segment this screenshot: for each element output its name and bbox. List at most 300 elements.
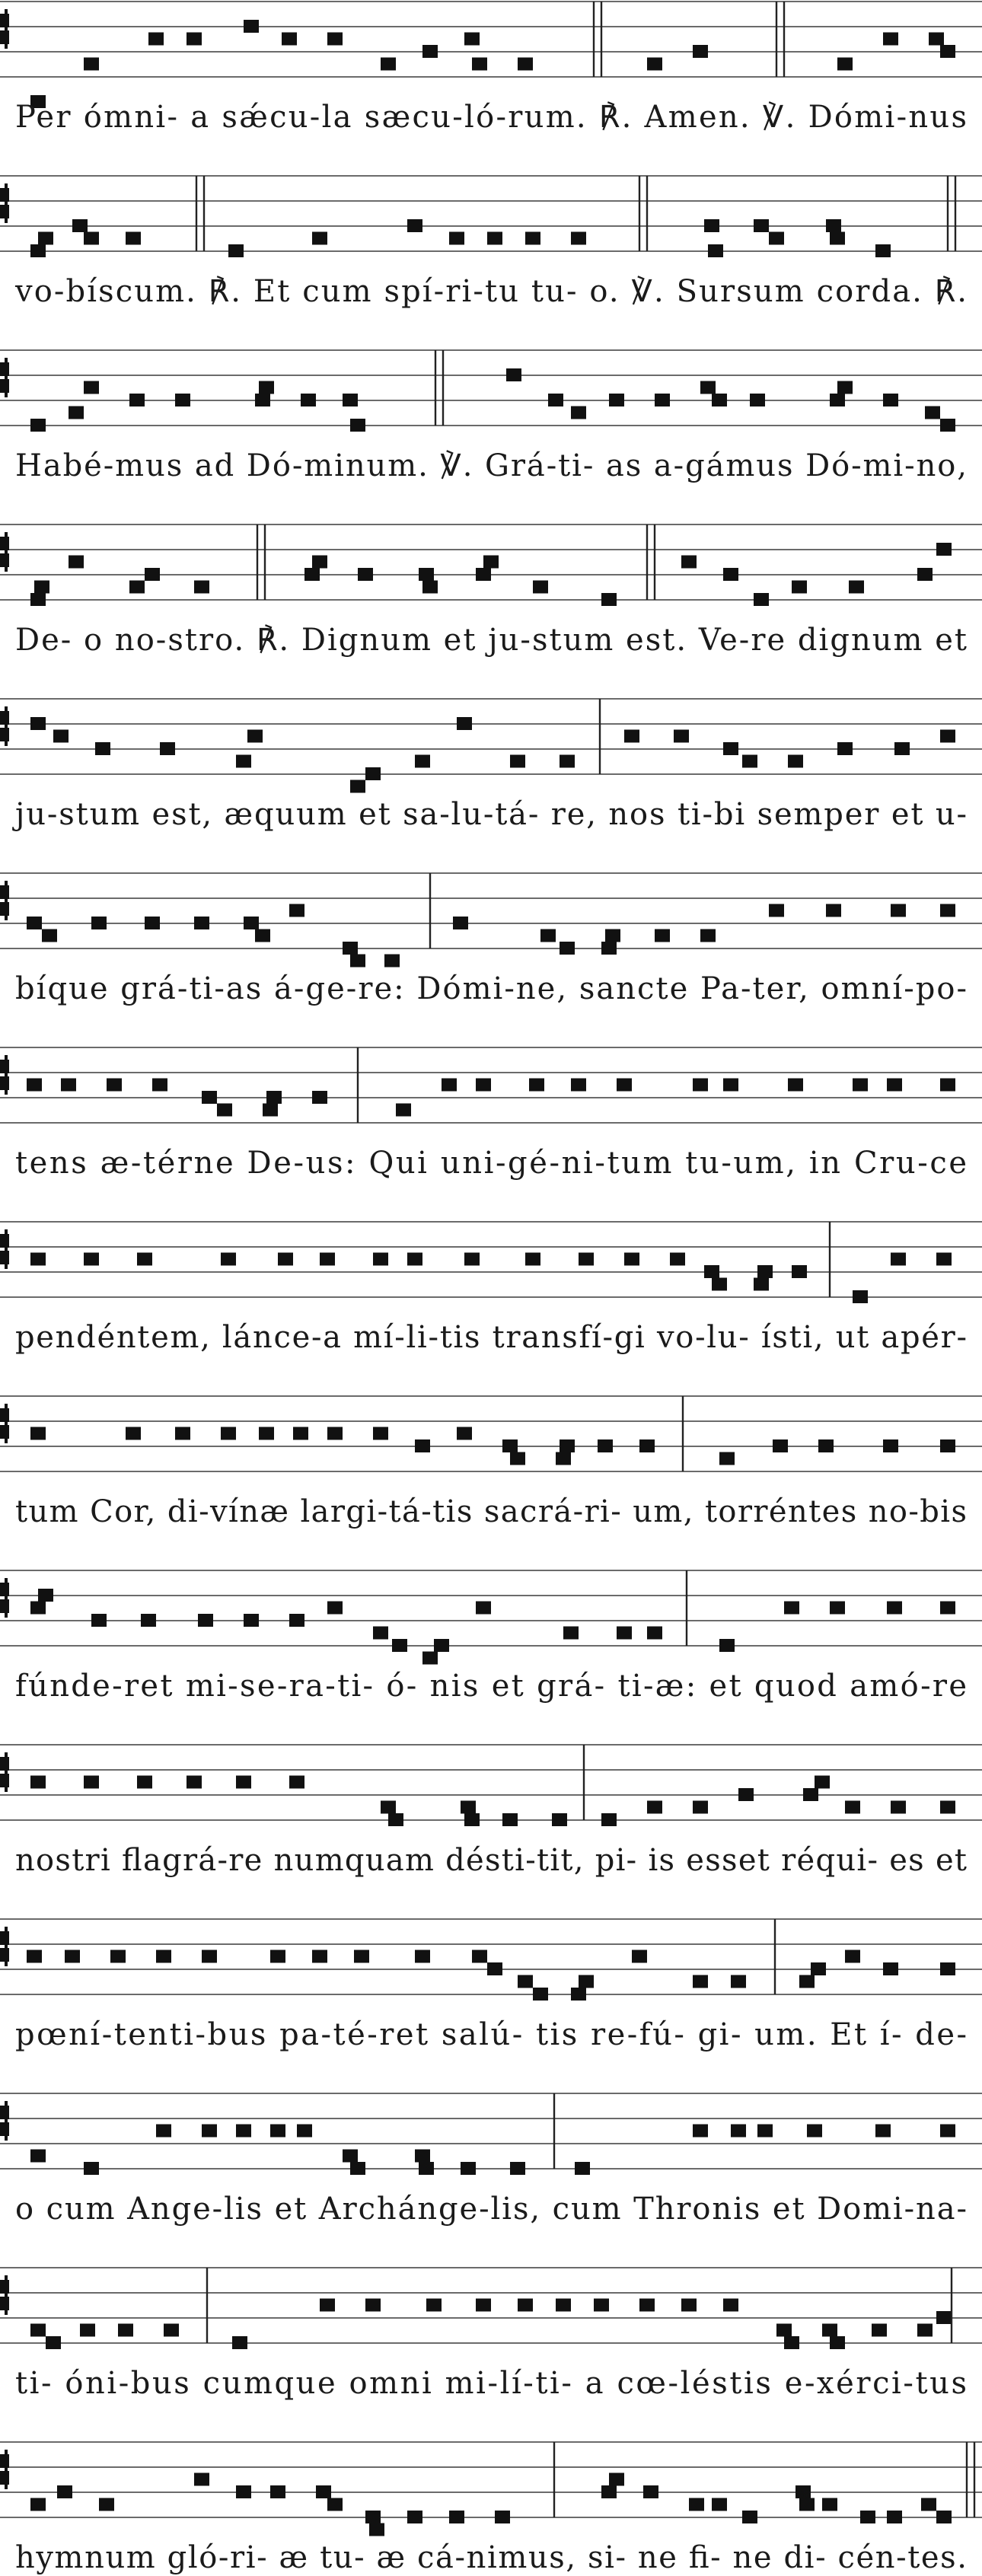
neume-note: [510, 755, 525, 768]
neume-note: [700, 929, 716, 942]
neume-note: [381, 58, 396, 71]
neume-note: [502, 1439, 518, 1452]
neume-note: [723, 742, 738, 755]
neume-note: [426, 2299, 442, 2312]
neume-note: [936, 1253, 952, 1266]
neume-note: [502, 1813, 518, 1826]
neume-note: [594, 2299, 609, 2312]
neume-note: [560, 942, 575, 955]
neume-note: [647, 58, 662, 71]
do-clef-icon: [0, 1229, 8, 1269]
neume-note: [776, 2324, 792, 2337]
neume-note: [350, 419, 365, 432]
neume-note: [255, 394, 270, 406]
do-clef-icon: [0, 1404, 8, 1443]
do-clef-icon: [0, 2275, 8, 2315]
neume-note: [921, 2498, 936, 2511]
neume-note: [925, 406, 940, 419]
neume-note: [704, 219, 719, 232]
neume-note: [415, 1950, 430, 1963]
chant-system: [0, 2093, 982, 2227]
neume-note: [799, 2498, 815, 2511]
do-clef-icon: [0, 2101, 8, 2141]
neume-note: [175, 1427, 190, 1440]
neume-note: [826, 904, 841, 917]
neume-note: [769, 904, 784, 917]
neume-note: [461, 1801, 476, 1814]
neume-note: [164, 2324, 179, 2337]
neume-note: [145, 917, 160, 929]
neume-note: [917, 568, 933, 581]
neume-note: [84, 232, 99, 245]
lyric-line: pendéntem, lánce-a mí-li-tis transfí-gi vo-lu- ísti, ut apér-: [15, 1320, 967, 1355]
neume-note: [784, 2336, 799, 2349]
neume-note: [434, 1639, 449, 1652]
neume-note: [137, 1253, 152, 1266]
neume-note: [126, 1427, 141, 1440]
neume-note: [137, 1776, 152, 1789]
neume-note: [617, 1627, 632, 1640]
neume-note: [495, 2511, 510, 2523]
neume-note: [301, 394, 316, 406]
neume-note: [270, 2125, 285, 2138]
lyric-line: tens æ-térne De-us: Qui uni-gé-ni-tum tu-um, in Cru-ce: [15, 1146, 968, 1181]
neume-note: [655, 394, 670, 406]
neume-note: [84, 1776, 99, 1789]
neume-note: [72, 219, 88, 232]
neume-note: [883, 1439, 898, 1452]
neume-note: [84, 2162, 99, 2175]
neume-note: [419, 2162, 434, 2175]
neume-note: [510, 2162, 525, 2175]
lyric-line: bíque grá-ti-as á-ge-re: Dómi-ne, sancte Pa-ter, omní-po-: [15, 971, 967, 1006]
neume-note: [883, 1962, 898, 1975]
neume-note: [712, 1278, 727, 1291]
neume-note: [141, 1614, 156, 1627]
neume-note: [392, 1639, 407, 1652]
neume-note: [571, 1988, 586, 2001]
neume-note: [579, 1975, 594, 1988]
neume-note: [464, 1253, 480, 1266]
neume-note: [327, 1427, 343, 1440]
neume-note: [757, 1265, 773, 1278]
neume-note: [853, 1079, 868, 1092]
neume-note: [830, 2336, 845, 2349]
chant-system: [0, 1222, 982, 1355]
neume-note: [30, 1776, 46, 1789]
neume-note: [110, 1950, 126, 1963]
neume-note: [175, 394, 190, 406]
neume-note: [160, 742, 175, 755]
neume-note: [365, 767, 381, 780]
neume-note: [236, 755, 251, 768]
neume-note: [415, 1439, 430, 1452]
neume-note: [449, 232, 464, 245]
neume-note: [894, 742, 910, 755]
neume-note: [773, 1439, 788, 1452]
neume-note: [811, 1962, 826, 1975]
neume-note: [883, 33, 898, 46]
neume-note: [457, 1427, 472, 1440]
neume-note: [236, 2485, 251, 2498]
neume-note: [723, 568, 738, 581]
neume-note: [442, 1079, 457, 1092]
neume-note: [457, 717, 472, 730]
neume-note: [69, 556, 84, 569]
neume-note: [617, 1079, 632, 1092]
neume-note: [556, 1452, 571, 1465]
neume-note: [145, 568, 160, 581]
neume-note: [822, 2498, 837, 2511]
neume-note: [369, 2523, 384, 2536]
neume-note: [560, 755, 575, 768]
neume-note: [217, 1104, 232, 1117]
neume-note: [712, 394, 727, 406]
lyric-line: De- o no-stro. ℟. Dignum et ju-stum est. Ve-re dignum et: [15, 623, 967, 658]
neume-note: [738, 1788, 754, 1801]
neume-note: [601, 2485, 617, 2498]
neume-note: [156, 1950, 171, 1963]
neume-note: [464, 1813, 480, 1826]
neume-note: [30, 1427, 46, 1440]
neume-note: [57, 2485, 72, 2498]
neume-note: [643, 2485, 658, 2498]
neume-note: [30, 593, 46, 606]
neume-note: [152, 1079, 167, 1092]
chant-system: [0, 350, 982, 483]
neume-note: [639, 1439, 655, 1452]
neume-note: [624, 1253, 639, 1266]
neume-note: [940, 904, 955, 917]
neume-note: [266, 1091, 282, 1104]
neume-note: [601, 942, 617, 955]
neume-note: [263, 1104, 278, 1117]
neume-note: [270, 2485, 285, 2498]
neume-note: [571, 1079, 586, 1092]
neume-note: [38, 232, 53, 245]
neume-note: [556, 2299, 571, 2312]
neume-note: [289, 1614, 304, 1627]
neume-note: [316, 2485, 331, 2498]
neume-note: [754, 593, 769, 606]
neume-note: [525, 232, 540, 245]
neume-note: [327, 33, 343, 46]
neume-note: [887, 1602, 902, 1615]
neume-note: [940, 1439, 955, 1452]
neume-note: [788, 1079, 803, 1092]
neume-note: [476, 1602, 491, 1615]
neume-note: [422, 1652, 438, 1665]
neume-note: [887, 1079, 902, 1092]
neume-note: [384, 955, 400, 968]
neume-note: [803, 1788, 818, 1801]
neume-note: [818, 1439, 834, 1452]
neume-note: [875, 2125, 891, 2138]
neume-note: [742, 2511, 757, 2523]
chant-system: [0, 2268, 982, 2401]
do-clef-icon: [0, 2450, 8, 2489]
neume-note: [244, 1614, 259, 1627]
neume-note: [940, 45, 955, 58]
neume-note: [419, 568, 434, 581]
chant-system: [0, 2, 982, 135]
neume-note: [297, 2125, 312, 2138]
neume-note: [320, 1253, 335, 1266]
do-clef-icon: [0, 532, 8, 572]
neume-note: [327, 2498, 343, 2511]
neume-note: [247, 730, 263, 743]
neume-note: [476, 568, 491, 581]
neume-note: [107, 1079, 122, 1092]
neume-note: [875, 244, 891, 257]
neume-note: [228, 244, 244, 257]
neume-note: [461, 2162, 476, 2175]
neume-note: [312, 1091, 327, 1104]
neume-note: [860, 2511, 875, 2523]
neume-note: [99, 2498, 114, 2511]
neume-note: [940, 1602, 955, 1615]
neume-note: [282, 33, 297, 46]
neume-note: [30, 2324, 46, 2337]
neume-note: [148, 33, 164, 46]
neume-note: [30, 1602, 46, 1615]
chant-system: [0, 1047, 982, 1181]
neume-note: [388, 1813, 403, 1826]
neume-note: [830, 394, 845, 406]
neume-note: [795, 2485, 811, 2498]
neume-note: [845, 1801, 860, 1814]
chant-system: [0, 699, 982, 832]
neume-note: [891, 1801, 906, 1814]
neume-note: [940, 1801, 955, 1814]
lyric-line: Habé-mus ad Dó-minum. ℣. Grá-ti- as a-gámus Dó-mi-no,: [15, 448, 967, 483]
chant-system: [0, 2442, 982, 2575]
neume-note: [571, 232, 586, 245]
neume-note: [750, 394, 765, 406]
do-clef-icon: [0, 9, 8, 49]
neume-note: [601, 1813, 617, 1826]
neume-note: [826, 219, 841, 232]
neume-note: [373, 1427, 388, 1440]
neume-note: [506, 368, 521, 381]
neume-note: [34, 581, 49, 594]
neume-note: [693, 1079, 708, 1092]
neume-note: [575, 2162, 590, 2175]
neume-note: [845, 1950, 860, 1963]
neume-note: [84, 1253, 99, 1266]
neume-note: [304, 568, 320, 581]
neume-note: [194, 581, 209, 594]
neume-note: [30, 1253, 46, 1266]
neume-note: [84, 58, 99, 71]
lyric-line: o cum Ange-lis et Archánge-lis, cum Thronis et Domi-na-: [15, 2192, 967, 2227]
neume-note: [343, 394, 358, 406]
neume-note: [129, 394, 145, 406]
neume-note: [936, 2311, 952, 2324]
do-clef-icon: [0, 358, 8, 397]
neume-note: [936, 2511, 952, 2523]
neume-note: [487, 232, 502, 245]
neume-note: [769, 232, 784, 245]
neume-note: [940, 730, 955, 743]
neume-note: [236, 1776, 251, 1789]
neume-note: [350, 2162, 365, 2175]
neume-note: [849, 581, 864, 594]
neume-note: [563, 1627, 579, 1640]
neume-note: [510, 1452, 525, 1465]
neume-note: [799, 1975, 815, 1988]
neume-note: [647, 1801, 662, 1814]
neume-note: [156, 2125, 171, 2138]
neume-note: [681, 556, 697, 569]
neume-note: [30, 2498, 46, 2511]
neume-note: [887, 2511, 902, 2523]
neume-note: [30, 244, 46, 257]
chant-system: [0, 1745, 982, 1878]
neume-note: [422, 581, 438, 594]
neume-note: [255, 929, 270, 942]
neume-note: [518, 58, 533, 71]
do-clef-icon: [0, 1578, 8, 1618]
neume-note: [236, 2125, 251, 2138]
neume-note: [552, 1813, 567, 1826]
lyric-line: ti- óni-bus cumque omni mi-lí-ti- a cœ-léstis e-xérci-tus: [15, 2366, 967, 2401]
neume-note: [118, 2324, 133, 2337]
neume-note: [289, 1776, 304, 1789]
neume-note: [815, 1776, 830, 1789]
chant-system: [0, 1570, 982, 1704]
neume-note: [365, 2299, 381, 2312]
neume-note: [312, 556, 327, 569]
neume-note: [883, 394, 898, 406]
neume-note: [723, 1079, 738, 1092]
neume-note: [693, 45, 708, 58]
do-clef-icon: [0, 1752, 8, 1792]
neume-note: [712, 2498, 727, 2511]
neume-note: [940, 2125, 955, 2138]
neume-note: [343, 942, 358, 955]
lyric-line: ju-stum est, æquum et sa-lu-tá- re, nos ti-bi semper et u-: [15, 797, 967, 832]
neume-note: [65, 1950, 80, 1963]
lyric-line: vo-bíscum. ℟. Et cum spí-ri-tu tu- o. ℣. Sursum corda. ℟.: [15, 274, 967, 309]
neume-note: [719, 1639, 735, 1652]
neume-note: [891, 1253, 906, 1266]
neume-note: [533, 581, 548, 594]
neume-note: [483, 556, 499, 569]
neume-note: [30, 717, 46, 730]
neume-note: [202, 1950, 217, 1963]
neume-note: [472, 1950, 487, 1963]
neume-note: [194, 2473, 209, 2486]
lyric-line: pœní-tenti-bus pa-té-ret salú- tis re-fú- gi- um. Et í- de-: [15, 2017, 968, 2052]
neume-note: [940, 1079, 955, 1092]
neume-note: [830, 232, 845, 245]
neume-note: [670, 1253, 685, 1266]
neume-note: [453, 917, 468, 929]
lyric-line: hymnum gló-ri- æ tu- æ cá-nimus, si- ne fi- ne di- cén-tes.: [15, 2540, 967, 2575]
neume-note: [674, 730, 689, 743]
neume-note: [198, 1614, 213, 1627]
neume-note: [830, 1602, 845, 1615]
chant-system: [0, 1396, 982, 1529]
neume-note: [232, 2336, 247, 2349]
neume-note: [754, 1278, 769, 1291]
neume-note: [788, 755, 803, 768]
chant-system: [0, 873, 982, 1006]
neume-note: [476, 2299, 491, 2312]
neume-note: [647, 1627, 662, 1640]
neume-note: [373, 1253, 388, 1266]
neume-note: [917, 2324, 933, 2337]
neume-note: [784, 1602, 799, 1615]
neume-note: [853, 1290, 868, 1303]
neume-note: [343, 2150, 358, 2163]
neume-note: [605, 929, 620, 942]
neume-note: [244, 20, 259, 33]
neume-note: [655, 929, 670, 942]
neume-note: [837, 742, 853, 755]
neume-note: [807, 2125, 822, 2138]
neume-note: [609, 2473, 624, 2486]
neume-note: [693, 1801, 708, 1814]
neume-note: [381, 1801, 396, 1814]
neume-note: [719, 1452, 735, 1465]
do-clef-icon: [0, 706, 8, 746]
neume-note: [936, 543, 952, 556]
neume-note: [327, 1602, 343, 1615]
do-clef-icon: [0, 1927, 8, 1966]
neume-note: [837, 58, 853, 71]
neume-note: [407, 1253, 422, 1266]
neume-note: [415, 755, 430, 768]
neume-note: [693, 2125, 708, 2138]
neume-note: [742, 755, 757, 768]
neume-note: [259, 1427, 274, 1440]
neume-note: [940, 1962, 955, 1975]
neume-note: [929, 33, 944, 46]
neume-note: [91, 1614, 107, 1627]
do-clef-icon: [0, 881, 8, 920]
neume-note: [259, 381, 274, 394]
neume-note: [757, 2125, 773, 2138]
neume-note: [639, 2299, 655, 2312]
neume-note: [598, 1439, 613, 1452]
chant-system: [0, 1919, 982, 2052]
neume-note: [221, 1253, 236, 1266]
neume-note: [84, 381, 99, 394]
neume-note: [202, 2125, 217, 2138]
neume-note: [529, 1079, 544, 1092]
neume-note: [525, 1253, 540, 1266]
neume-note: [289, 904, 304, 917]
neume-note: [487, 1962, 502, 1975]
neume-note: [320, 2299, 335, 2312]
neume-note: [940, 419, 955, 432]
neume-note: [415, 2150, 430, 2163]
neume-note: [704, 1265, 719, 1278]
neume-note: [194, 917, 209, 929]
neume-note: [278, 1253, 293, 1266]
lyric-line: nostri flagrá-re numquam désti-tit, pi- is esset réqui- es et: [15, 1843, 967, 1878]
neume-note: [221, 1427, 236, 1440]
neume-note: [472, 58, 487, 71]
neume-note: [270, 1950, 285, 1963]
neume-note: [358, 568, 373, 581]
neume-note: [601, 593, 617, 606]
neume-note: [46, 2336, 61, 2349]
neume-note: [407, 2511, 422, 2523]
neume-note: [312, 232, 327, 245]
